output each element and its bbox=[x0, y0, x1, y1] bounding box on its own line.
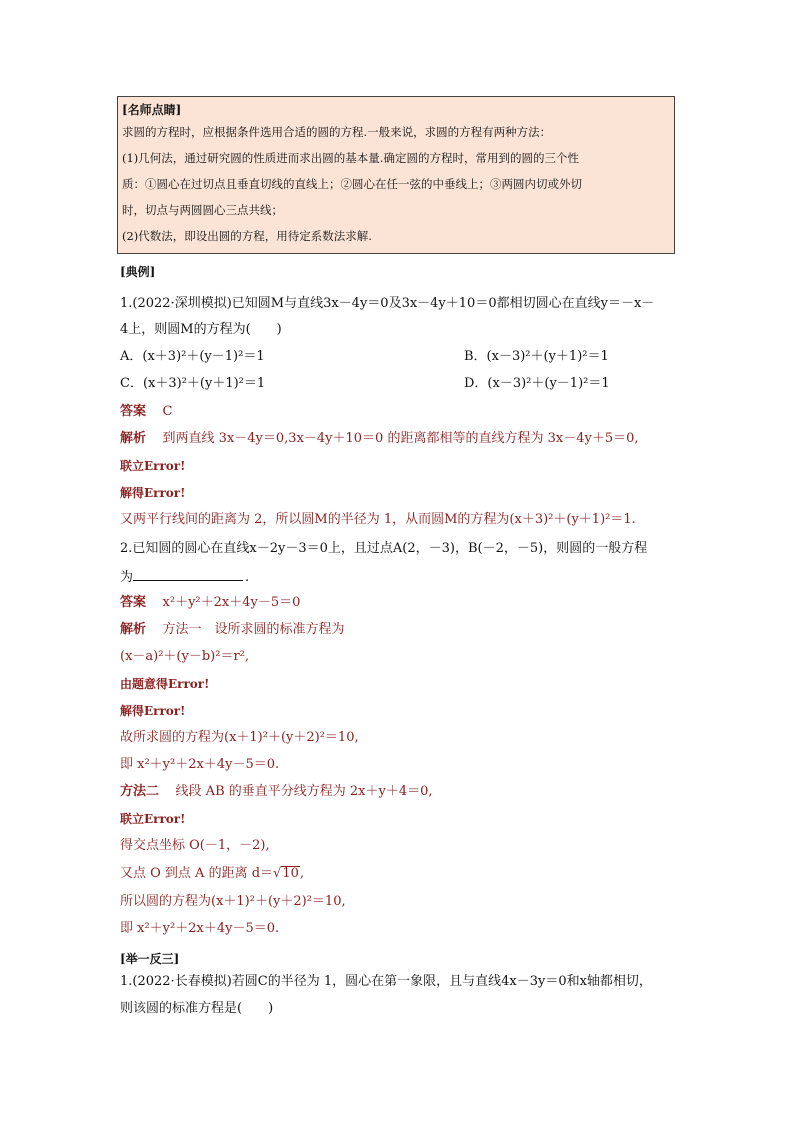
q2-analysis-line3: 由题意得Error! bbox=[120, 677, 210, 691]
analysis-label: 解析 bbox=[120, 622, 147, 637]
q1-option-a: A．(x＋3)²＋(y－1)²＝1 bbox=[120, 349, 265, 364]
answer-label: 答案 bbox=[120, 404, 147, 419]
analysis-text: 到两直线 3x－4y＝0,3x－4y＋10＝0 的距离都相等的直线方程为 3x－4y＋5＝0, bbox=[162, 431, 639, 446]
analysis-text: 又点 O 到点 A 的距离 d＝ bbox=[120, 866, 274, 881]
q1-option-d: D．(x－3)²＋(y－1)²＝1 bbox=[464, 376, 610, 391]
method-label: 方法二 bbox=[120, 784, 160, 799]
q1-stem-line1: 1.(2022·深圳模拟)已知圆M与直线3x－4y＝0及3x－4y＋10＝0都相切圆心在直线y＝－x－ bbox=[120, 296, 655, 311]
sqrt-radicand: 10 bbox=[282, 866, 299, 881]
answer-blank bbox=[133, 568, 243, 581]
q2-analysis-line12: 即 x²＋y²＋2x＋4y－5＝0. bbox=[120, 921, 280, 936]
q2-stem-line1: 2.已知圆的圆心在直线x－2y－3＝0上，且过点A(2，－3)，B(－2，－5)，则圆的一般方程 bbox=[120, 541, 648, 556]
example-heading: [典例] bbox=[120, 265, 156, 279]
q1-stem-line2: 4上，则圆M的方程为( ) bbox=[120, 322, 282, 337]
q2-answer bbox=[120, 595, 300, 611]
answer-label: 答案 bbox=[120, 595, 147, 610]
answer-value: x²＋y²＋2x＋4y－5＝0 bbox=[162, 595, 301, 610]
q1-analysis-line4: 又两平行线间的距离为 2，所以圆M的半径为 1，从而圆M的方程为(x＋3)²＋(y＋1)²＝1. bbox=[120, 512, 636, 527]
p1-stem-line1: 1.(2022·长春模拟)若圆C的半径为 1，圆心在第一象限，且与直线4x－3y＝0和x轴都相切， bbox=[120, 974, 652, 989]
q2-analysis-line6: 即 x²＋y²＋2x＋4y－5＝0. bbox=[120, 757, 280, 772]
analysis-text: 方法一 设所求圆的标准方程为 bbox=[162, 622, 345, 637]
answer-value: C bbox=[162, 404, 173, 419]
tip-line: 质：①圆心在过切点且垂直切线的直线上；②圆心在任一弦的中垂线上；③两圆内切或外切 bbox=[122, 177, 582, 191]
q2-analysis-line10: 又点 O 到点 A 的距离 d＝√10, bbox=[120, 866, 305, 881]
q2-analysis-line9: 得交点坐标 O(－1，－2), bbox=[120, 838, 270, 853]
q2-stem-prefix: 为 bbox=[120, 570, 134, 585]
analysis-label: 解析 bbox=[120, 431, 147, 446]
q2-analysis-line11: 所以圆的方程为(x＋1)²＋(y＋2)²＝10, bbox=[120, 894, 346, 909]
q1-analysis-line2: 联立Error! bbox=[120, 459, 186, 473]
q2-analysis-line5: 故所求圆的方程为(x＋1)²＋(y＋2)²＝10, bbox=[120, 730, 359, 745]
q2-analysis-line1 bbox=[120, 622, 345, 638]
tip-line: 求圆的方程时，应根据条件选用合适的圆的方程.一般来说，求圆的方程有两种方法： bbox=[122, 125, 552, 139]
q1-option-b: B．(x－3)²＋(y＋1)²＝1 bbox=[464, 349, 609, 364]
tip-title: [名师点睛] bbox=[122, 103, 182, 117]
q2-analysis-line4: 解得Error! bbox=[120, 704, 186, 718]
q1-options-row2 bbox=[120, 376, 680, 392]
analysis-text: 线段 AB 的垂直平分线方程为 2x＋y＋4＝0, bbox=[175, 784, 433, 799]
tip-line: (1)几何法，通过研究圆的性质进而求出圆的基本量.确定圆的方程时，常用到的圆的三个性 bbox=[122, 151, 579, 165]
q1-answer bbox=[120, 404, 173, 420]
q1-options-row1 bbox=[120, 349, 680, 365]
q1-analysis-line3: 解得Error! bbox=[120, 486, 186, 500]
q2-stem-line2 bbox=[120, 568, 249, 586]
q2-stem-suffix: . bbox=[245, 570, 250, 585]
tip-line: 时，切点与两圆圆心三点共线； bbox=[122, 203, 283, 217]
tip-line: (2)代数法，即设出圆的方程，用待定系数法求解. bbox=[122, 229, 372, 243]
q1-analysis-line1 bbox=[120, 431, 639, 447]
q2-analysis-line7 bbox=[120, 784, 433, 800]
q2-analysis-line8: 联立Error! bbox=[120, 812, 186, 826]
p1-stem-line2: 则该圆的标准方程是( ) bbox=[120, 1001, 274, 1016]
q2-analysis-line2: (x－a)²＋(y－b)²＝r², bbox=[120, 649, 250, 664]
analysis-text-suffix: , bbox=[299, 866, 305, 881]
practice-heading: [举一反三] bbox=[120, 952, 180, 966]
q1-option-c: C．(x＋3)²＋(y＋1)²＝1 bbox=[120, 376, 266, 391]
tip-box bbox=[117, 96, 675, 254]
